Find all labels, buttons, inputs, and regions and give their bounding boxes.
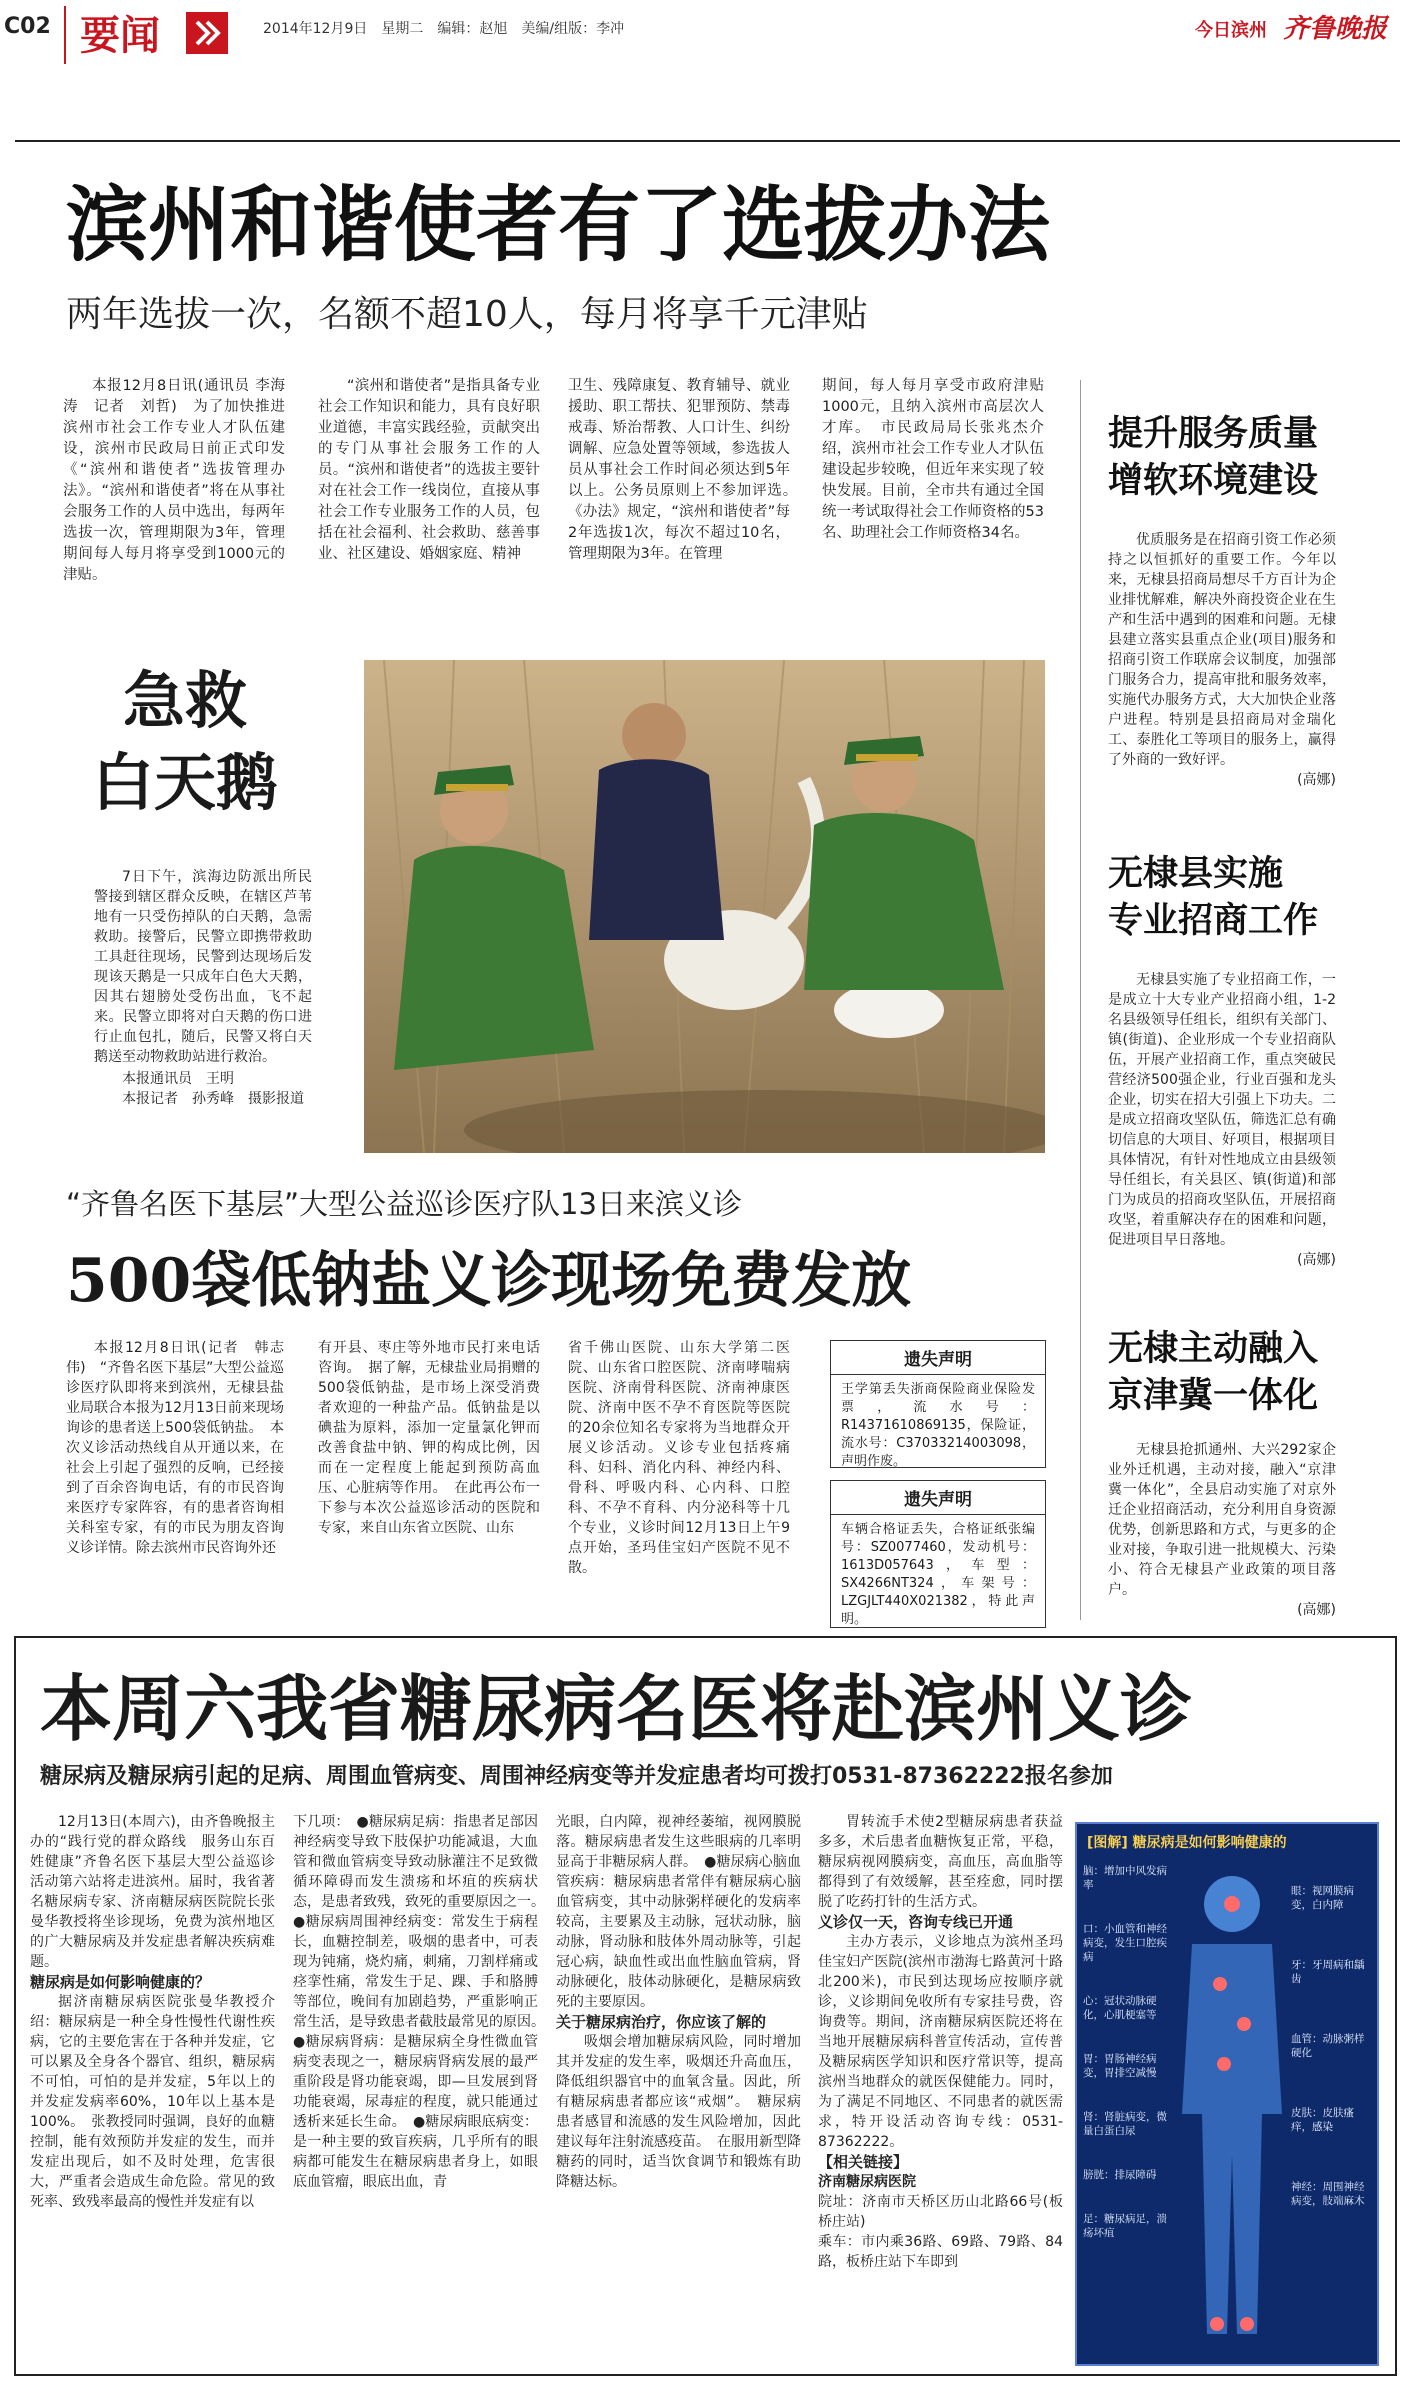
sidebar-2-title: 无棣县实施 专业招商工作 [1108,853,1319,941]
info-item: 神经：周围神经病变，肢端麻木 [1291,2181,1365,2207]
date-line: 2014年12月9日 星期二 编辑：赵旭 美编/组版：李冲 [263,21,625,37]
section-arrow-icon [186,12,228,54]
salt-kicker: “齐鲁名医下基层”大型公益巡诊医疗队13日来滨义诊 [66,1187,742,1221]
info-item: 脑：增加中风发病率 [1083,1865,1167,1891]
section-label: 要闻 [80,12,160,59]
infographic-right-list [1291,1884,1371,2208]
diabetes-infographic [1075,1822,1379,2366]
brand-prefix: 今日滨州 [1195,20,1267,41]
lost-notice-2: 遗失声明 车辆合格证丢失，合格证纸张编号：SZ0077460，发动机号：1613D057643，车型：SX4266NT324，车架号：LZGJLT440X021382，特此声明。 [830,1480,1046,1628]
info-item: 牙：牙周病和龋齿 [1291,1959,1365,1985]
swan-body: 7日下午，滨海边防派出所民警接到辖区群众反映，在辖区芦苇地有一只受伤掉队的白天鹅，急需救助。接警后，民警立即携带救助工具赶往现场，民警到达现场后发现该天鹅是一只成年白色大天鹅，因其右翅膀处受伤出血，飞不起来。民警立即将对白天鹅的伤口进行止血包扎，随后，民警又将白天鹅送至动物救助站进行救治。 本报通讯员 王明 本报记者 孙秀峰 摄影报道 [94,869,312,1107]
info-item: 心：冠状动脉硬化，心肌梗塞等 [1083,1995,1157,2021]
lead-subhead: 两年选拔一次，名额不超10人，每月将享千元津贴 [66,294,868,335]
swan-title: 急救 白天鹅 [91,664,278,819]
infographic-title: [图解] 糖尿病是如何影响健康的 [1087,1835,1287,1851]
lead-column-4: 期间，每人每月享受市政府津贴1000元，且纳入滨州市高层次人才库。 市民政局局长张兆杰介绍，滨州市社会工作专业人才队伍建设起步较晚，但近年来实现了较快发展。目前，全市共有通过全国统一考试取得社会工作师资格的53名、助理社会工作师资格34名。 [822,378,1044,541]
lost-notice-1: 遗失声明 王学第丢失浙商保险商业保险发票，流水号：R14371610869135，保险证，流水号：C37033214003098，声明作废。 [830,1340,1046,1468]
masthead-rule [15,140,1400,142]
diabetes-column-4: 胃转流手术使2型糖尿病患者获益多多，术后患者血糖恢复正常，平稳，糖尿病视网膜病变，高血压，高血脂等都得到了有效缓解，甚至痊愈，同时摆脱了吃药打针的生活方式。 义诊仅一天，咨询专线已开通 主办方表示，义诊地点为滨州圣玛佳宝妇产医院(滨州市渤海七路黄河十路北200米)，市民到达现场应按顺序就诊，义诊期间免收所有专家挂号费，咨询费等。期间，济南糖尿病医院还将在当地开展糖尿病科普宣传活动，宣传普及糖尿病医学知识和医疗常识等，提高滨州当地群众的就医保健能力。同时，为了满足不同地区、不同患者的就医需求，特开设活动咨询专线：0531-87362222。 【相关链接】 济南糖尿病医院 院址：济南市天桥区历山北路66号(板桥庄站) 乘车：市内乘36路、69路、79路、84路，板桥庄站下车即到 [818,1814,1063,2270]
sidebar-3-body: 无棣县抢抓通州、大兴292家企业外迁机遇，主动对接，融入“京津冀一体化”，全县启动实施了对京外迁企业招商活动，充分利用自身资源优势，创新思路和方式，与更多的企业对接，争取引进一批规模大、污染小、符合无棣县产业政策的项目落户。 (高娜) [1108,1442,1336,1618]
diabetes-subhead: 糖尿病及糖尿病引起的足病、周围血管病变、周围神经病变等并发症患者均可拨打0531-87362222报名参加 [40,1764,1113,1789]
info-item: 眼：视网膜病变，白内障 [1291,1885,1354,1911]
info-item: 皮肤：皮肤瘙痒，感染 [1291,2107,1354,2133]
lead-column-2: “滨州和谐使者”是指具备专业社会工作知识和能力，具有良好职业道德，丰富实践经验，贡献突出的专门从事社会服务工作的人员。“滨州和谐使者”的选拔主要针对在社会工作一线岗位，直接从事社会工作专业服务工作的人员，包括在社会福利、社会救助、慈善事业、社区建设、婚姻家庭、精神 [318,378,540,562]
info-item: 膀胱：排尿障碍 [1083,2169,1157,2181]
lead-column-1: 本报12月8日讯(通讯员 李海涛 记者 刘哲) 为了加快推进滨州市社会工作专业人才队伍建设，滨州市民政局日前正式印发《“滨州和谐使者”选拔管理办法》。“滨州和谐使者”将在从事社会服务工作的人员中选出，每两年选拔一次，管理期限为3年，管理期间每人每月将享受到1000元的津贴。 [63,378,285,583]
salt-column-3: 省千佛山医院、山东大学第二医院、山东省口腔医院、济南哮喘病医院、济南骨科医院、济南神康医院、济南中医不孕不育医院等医院的20余位知名专家将为当地群众开展义诊活动。义诊专业包括疼痛科、妇科、消化内科、神经内科、骨科、呼吸内科、心内科、口腔科、不孕不育科、内分泌科等十几个专业，义诊时间12月13日上午9点开始，圣玛佳宝妇产医院不见不散。 [568,1340,790,1576]
lead-column-3: 卫生、残障康复、教育辅导、就业援助、职工帮扶、犯罪预防、禁毒戒毒、矫治帮教、人口计生、纠纷调解、应急处置等领域，参选拔人员从事社会工作时间必须达到5年以上。公务员原则上不参加评选。 《办法》规定，“滨州和谐使者”每2年选拔1次，每次不超过10名，管理期限为3年。在管理 [568,378,805,562]
info-item: 胃：胃肠神经病变，胃排空减慢 [1083,2053,1157,2079]
info-item: 肾：肾脏病变，微量白蛋白尿 [1083,2111,1167,2137]
swan-rescue-photo [364,660,1045,1153]
page-divider [64,6,66,64]
brand-logo: 齐鲁晚报 [1283,14,1388,44]
salt-column-2: 有开县、枣庄等外地市民打来电话咨询。 据了解，无棣盐业局捐赠的500袋低钠盐，是市场上深受消费者欢迎的一种盐产品。低钠盐是以碘盐为原料，添加一定量氯化钾而改善食盐中钠、钾的构成比例，因而在一定程度上能起到预防高血压、心脏病等作用。 在此再公布一下参与本次公益巡诊活动的医院和专家，来自山东省立医院、山东 [318,1340,540,1536]
diabetes-column-3: 光眼，白内障，视神经萎缩，视网膜脱落。糖尿病患者发生这些眼病的几率明显高于非糖尿病人群。 ●糖尿病心脑血管疾病：糖尿病患者常伴有糖尿病心脑血管病变，其中动脉粥样硬化的发病率较高，主要累及主动脉，冠状动脉，脑动脉，肾动脉和肢体外周动脉等，引起冠心病，缺血性或出血性脑血管病，肾动脉硬化，肢体动脉硬化，是糖尿病致死的主要原因。 关于糖尿病治疗，你应该了解的 吸烟会增加糖尿病风险，同时增加其并发症的发生率，吸烟还升高血压，降低组织器官中的血氧含量。因此，所有糖尿病患者都应该“戒烟”。 糖尿病患者感冒和流感的发生风险增加，因此建议每年注射流感疫苗。 在服用新型降糖药的同时，适当饮食调节和锻炼有助降糖达标。 [556,1814,801,2190]
human-body-figure [1162,1864,1302,2354]
salt-column-1: 本报12月8日讯(记者 韩志伟) “齐鲁名医下基层”大型公益巡诊医疗队即将来到滨州，无棣县盐业局联合本报为12月13日前来现场询诊的患者送上500袋低钠盐。 本次义诊活动热线自从开通以来，在社会上引起了强烈的反响，已经接到了百余咨询电话，有的市民咨询来医疗专家阵容，有的患者咨询相关科室专家，有的市民为朋友咨询义诊详情。除去滨州市民咨询外还 [66,1340,284,1556]
lead-headline: 滨州和谐使者有了选拔办法 [66,177,1051,273]
sidebar-3-title: 无棣主动融入 京津冀一体化 [1108,1328,1319,1416]
infographic-left-list [1083,1864,1167,2240]
sidebar-1-title: 提升服务质量 增软环境建设 [1108,413,1319,501]
diabetes-headline: 本周六我省糖尿病名医将赴滨州义诊 [40,1666,1193,1751]
page-number: C02 [4,14,51,39]
sidebar-2-body: 无棣县实施了专业招商工作，一是成立十大专业产业招商小组，1-2名县级领导任组长，组织有关部门、镇(街道)、企业形成一个专业招商队伍，开展产业招商工作，重点突破民营经济500强企业，行业百强和龙头企业，切实在招大引强上下功夫。二是成立招商攻坚队伍，筛选汇总有确切信息的大项目、好项目，根据项目具体情况，有针对性地成立由县级领导任组长，有关县区、镇(街道)和部门为成员的招商攻坚队伍，开展招商攻坚，着重解决存在的困难和问题，促进项目早日落地。 (高娜) [1108,972,1336,1268]
sidebar-1-body: 优质服务是在招商引资工作必须持之以恒抓好的重要工作。今年以来，无棣县招商局想尽千方百计为企业排忧解难，解决外商投资企业在生产和生活中遇到的困难和问题。无棣县建立落实县重点企业(项目)服务和招商引资工作联席会议制度，加强部门服务合力，提高审批和服务效率，实施代办服务方式，大大加快企业落户进程。特别是县招商局对金瑞化工、泰胜化工等项目的服务上，赢得了外商的一致好评。 (高娜) [1108,532,1336,788]
sidebar-divider [1080,380,1081,1620]
masthead [0,0,1409,70]
info-item: 血管：动脉粥样硬化 [1291,2033,1365,2059]
diabetes-column-1: 12月13日(本周六)，由齐鲁晚报主办的“践行党的群众路线 服务山东百姓健康”齐鲁名医下基层大型公益巡诊活动第六站将走进滨州。届时，我省著名糖尿病专家、济南糖尿病医院院长张曼华教授将坐诊现场，免费为滨州地区的广大糖尿病及并发症患者解决疾病难题。 糖尿病是如何影响健康的？ 据济南糖尿病医院张曼华教授介绍：糖尿病是一种全身性慢性代谢性疾病，它的主要危害在于各种并发症，它可以累及全身各个器官、组织，糖尿病不可怕，可怕的是并发症，5年以上的并发症发病率60%，10年以上基本是100%。 张教授同时强调，良好的血糖控制，能有效预防并发症的发生，而并发症出现后，如不及时处理，危害很大，严重者会造成生命危险。常见的致死率、致残率最高的慢性并发症有以 [30,1814,275,2210]
info-item: 口：小血管和神经病变，发生口腔疾病 [1083,1923,1167,1963]
diabetes-column-2: 下几项： ●糖尿病足病：指患者足部因神经病变导致下肢保护功能减退，大血管和微血管病变导致动脉灌注不足致微循环障碍而发生溃疡和坏疽的疾病状态，是患者致残，致死的重要原因之一。 ●糖尿病周围神经病变：常发生于病程长，血糖控制差，吸烟的患者中，可表现为钝痛，烧灼痛，刺痛，刀割样痛或痉挛性痛，常发生于足、踝、手和胳膊等部位，晚间有加剧趋势，严重影响正常生活，是导致患者截肢最常见的原因。 ●糖尿病肾病：是糖尿病全身性微血管病变表现之一，糖尿病肾病发展的最严重阶段是肾功能衰竭，即—旦发展到肾功能衰竭，尿毒症的程度，就只能通过透析来延长生命。 ●糖尿病眼底病变：是一种主要的致盲疾病，几乎所有的眼病都可能发生在糖尿病患者身上，如眼底血管瘤，眼底出血，青 [293,1814,552,2190]
info-item: 足：糖尿病足，溃疡坏疽 [1083,2213,1167,2239]
salt-headline: 500袋低钠盐义诊现场免费发放 [66,1246,912,1316]
